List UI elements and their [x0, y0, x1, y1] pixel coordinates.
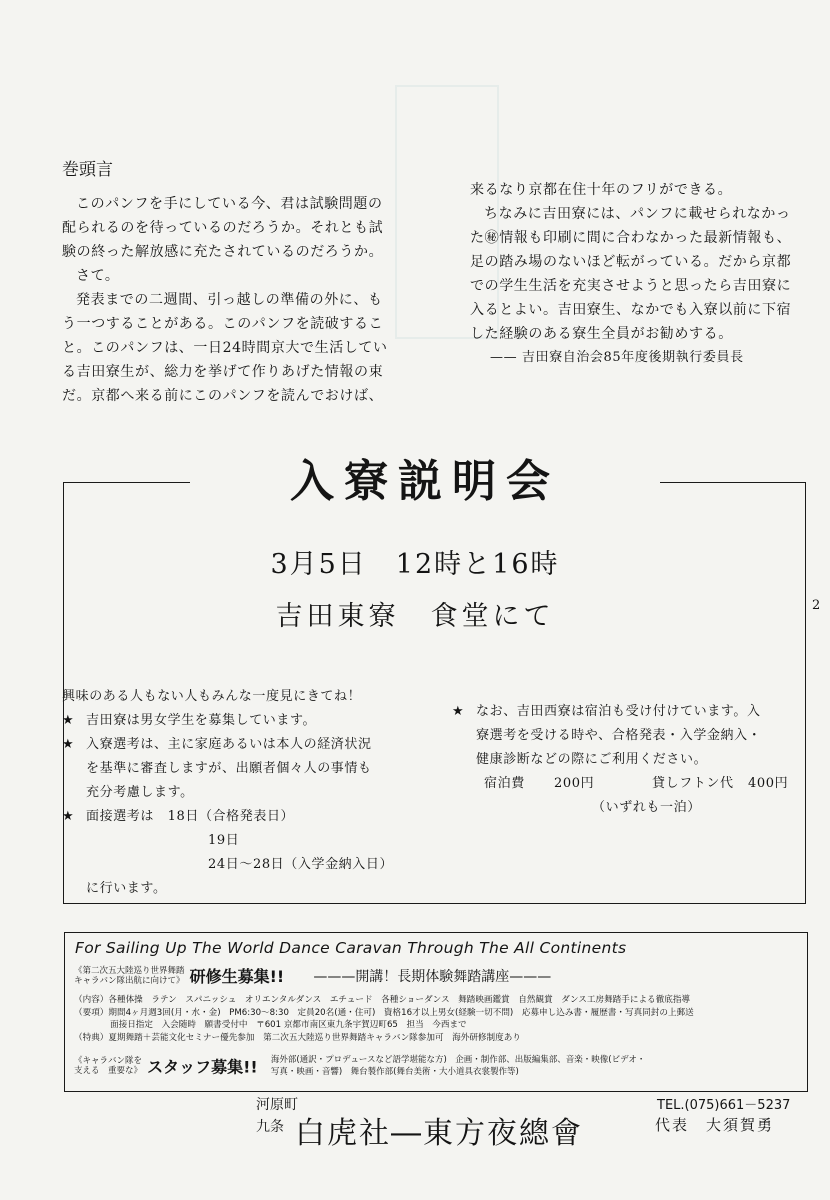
foreword-line: た㊙情報も印刷に間に合わなかった最新情報も、	[470, 230, 792, 246]
ad-staff-prefix	[74, 1056, 142, 1076]
fee-label: 宿泊費	[484, 776, 525, 791]
note-line: 寮選考を受ける時や、合格発表・入学金納入・	[476, 728, 762, 743]
ad-headline: For Sailing Up The World Dance Caravan Through The All Continents	[75, 939, 627, 957]
star-icon: ★	[62, 809, 75, 824]
foreword-line: さて。	[76, 268, 120, 284]
note-item	[62, 733, 442, 805]
foreword-right-column	[470, 178, 815, 370]
foreword-line: 配られるのを待っているのだろうか。それとも試	[62, 220, 384, 236]
interview-date: 24日〜28日（入学金納入日）	[208, 857, 394, 872]
footer	[0, 1088, 830, 1158]
ad-staff-prefix-line: 《キャラバン隊を	[74, 1056, 143, 1066]
note-text	[86, 805, 393, 901]
seminar-notes-right	[452, 700, 802, 820]
foreword-title: 巻頭言	[62, 160, 113, 180]
note-line: を基準に審査しますが、出願者個々人の事情も	[86, 761, 372, 776]
ad-course-title: ———開講！長期体験舞踏講座———	[313, 968, 552, 985]
fee-row	[452, 772, 802, 796]
star-icon: ★	[452, 704, 465, 719]
note-line: 充分考慮します。	[86, 785, 194, 800]
page-number: 2	[812, 598, 821, 613]
foreword-line: した経験のある寮生全員がお勧めする。	[470, 326, 733, 342]
note-text	[86, 733, 372, 805]
company-area-line: 九条	[256, 1119, 284, 1135]
futon-label: 貸しフトン代	[652, 776, 734, 791]
foreword-line: 入るとよい。吉田寮生、なかでも入寮以前に下宿	[470, 302, 792, 318]
foreword-line: る吉田寮生が、総力を挙げて作りあげた情報の束	[62, 364, 384, 380]
seminar-intro: 興味のある人もない人もみんな一度見にきてね！	[62, 689, 362, 704]
ad-recruit-prefix-line: キャラバン隊出航に向けて》	[74, 975, 185, 986]
ad-detail-line: （特典）夏期舞踏＋芸能文化セミナー優先参加 第二次五大陸巡り世界舞踏キャラバン隊参加可 海外研修制度あり	[74, 1032, 521, 1043]
company-area-line: 河原町	[256, 1097, 298, 1113]
foreword-line: だ。京都へ来る前にこのパンフを読んでおけば、	[62, 388, 384, 404]
ad-staff-title: スタッフ募集!!	[147, 1057, 258, 1077]
ad-detail-line: 面接日指定 入会随時 願書受付中 〒601 京都市南区東九条宇賀辺町65 担当 今西まで	[110, 1020, 467, 1030]
ad-recruit-prefix	[74, 966, 185, 986]
star-icon: ★	[62, 713, 75, 728]
futon-value: 400円	[748, 776, 789, 791]
foreword-line: う一つすることがある。このパンフを読破するこ	[62, 316, 384, 332]
foreword-line: 験の終った解放感に充たされているのだろうか。	[62, 244, 384, 260]
ad-recruit-row	[74, 964, 551, 987]
seminar-notes-left	[62, 685, 442, 901]
seminar-title: 入寮説明会	[190, 450, 660, 514]
ad-staff-description-line: 海外部(通訳・プロデュースなど語学堪能な方) 企画・制作部、出版編集部、音楽・映像(ビデオ・	[270, 1055, 646, 1065]
note-line: なお、吉田西寮は宿泊も受け付けています。入	[476, 704, 761, 719]
foreword-line: ちなみに吉田寮には、パンフに載せられなかっ	[484, 206, 791, 222]
foreword-line: 足の踏み場のないほど転がっている。だから京都	[470, 254, 792, 270]
ad-recruit-prefix-line: 《第二次五大陸巡り世界舞踏	[74, 965, 185, 976]
star-icon: ★	[62, 737, 75, 752]
note-line: 入寮選考は、主に家庭あるいは本人の経済状況	[86, 737, 372, 752]
note-line: 面接選考は 18日（合格発表日）	[86, 809, 295, 824]
note-item	[62, 709, 442, 733]
foreword-line: 来るなり京都在住十年のフリができる。	[470, 182, 733, 198]
foreword-line: での学生生活を充実させようと思ったら吉田寮に	[470, 278, 792, 294]
foreword-line: このパンフを手にしている今、君は試験問題の	[76, 196, 383, 212]
note-item	[452, 700, 802, 772]
foreword-left-column	[62, 192, 402, 408]
interview-date: 19日	[208, 833, 240, 848]
ad-staff-row	[74, 1054, 645, 1078]
ad-staff-description	[271, 1054, 646, 1078]
note-text	[476, 700, 761, 772]
note-line: に行います。	[86, 881, 167, 896]
telephone-number: TEL.(075)661－5237	[657, 1098, 791, 1113]
seminar-place: 吉田東寮 食堂にて	[275, 601, 555, 632]
per-night-note: （いずれも一泊）	[592, 800, 701, 815]
note-item	[62, 805, 442, 901]
foreword-line: と。このパンフは、一日24時間京大で生活してい	[62, 340, 388, 356]
company-name: 白虎社―東方夜總會	[295, 1116, 583, 1151]
ad-recruit-title: 研修生募集!!	[189, 967, 285, 986]
ad-staff-prefix-line: 支える 重要な》	[74, 1066, 143, 1076]
ad-staff-description-line: 写真・映画・音響) 舞台製作部(舞台美術・大小道具衣裳製作等)	[270, 1067, 519, 1077]
ad-detail-line: （要項）期間4ヶ月週3回(月・水・金) PM6:30〜8:30 定員20名(通・住可) 資格16才以上男女(経験一切不問) 応募申し込み書・履歴書・写真同封の上郵送	[74, 1007, 694, 1018]
foreword-line: 発表までの二週間、引っ越しの準備の外に、も	[76, 292, 383, 308]
foreword-signature: —— 吉田寮自治会85年度後期執行委員長	[490, 350, 744, 365]
note-line: 健康診断などの際にご利用ください。	[476, 752, 708, 767]
ad-detail-line: （内容）各種体操 ラテン スパニッシュ オリエンタルダンス エチュード 各種ショーダンス 舞踏映画鑑賞 自然観賞 ダンス工房舞踏手による徹底指導	[74, 995, 691, 1005]
note-text: 吉田寮は男女学生を募集しています。	[86, 713, 317, 728]
fee-value: 200円	[554, 776, 595, 791]
ad-details	[74, 994, 694, 1044]
seminar-time: 3月5日 12時と16時	[270, 549, 560, 580]
representative: 代表 大須賀勇	[655, 1116, 775, 1134]
